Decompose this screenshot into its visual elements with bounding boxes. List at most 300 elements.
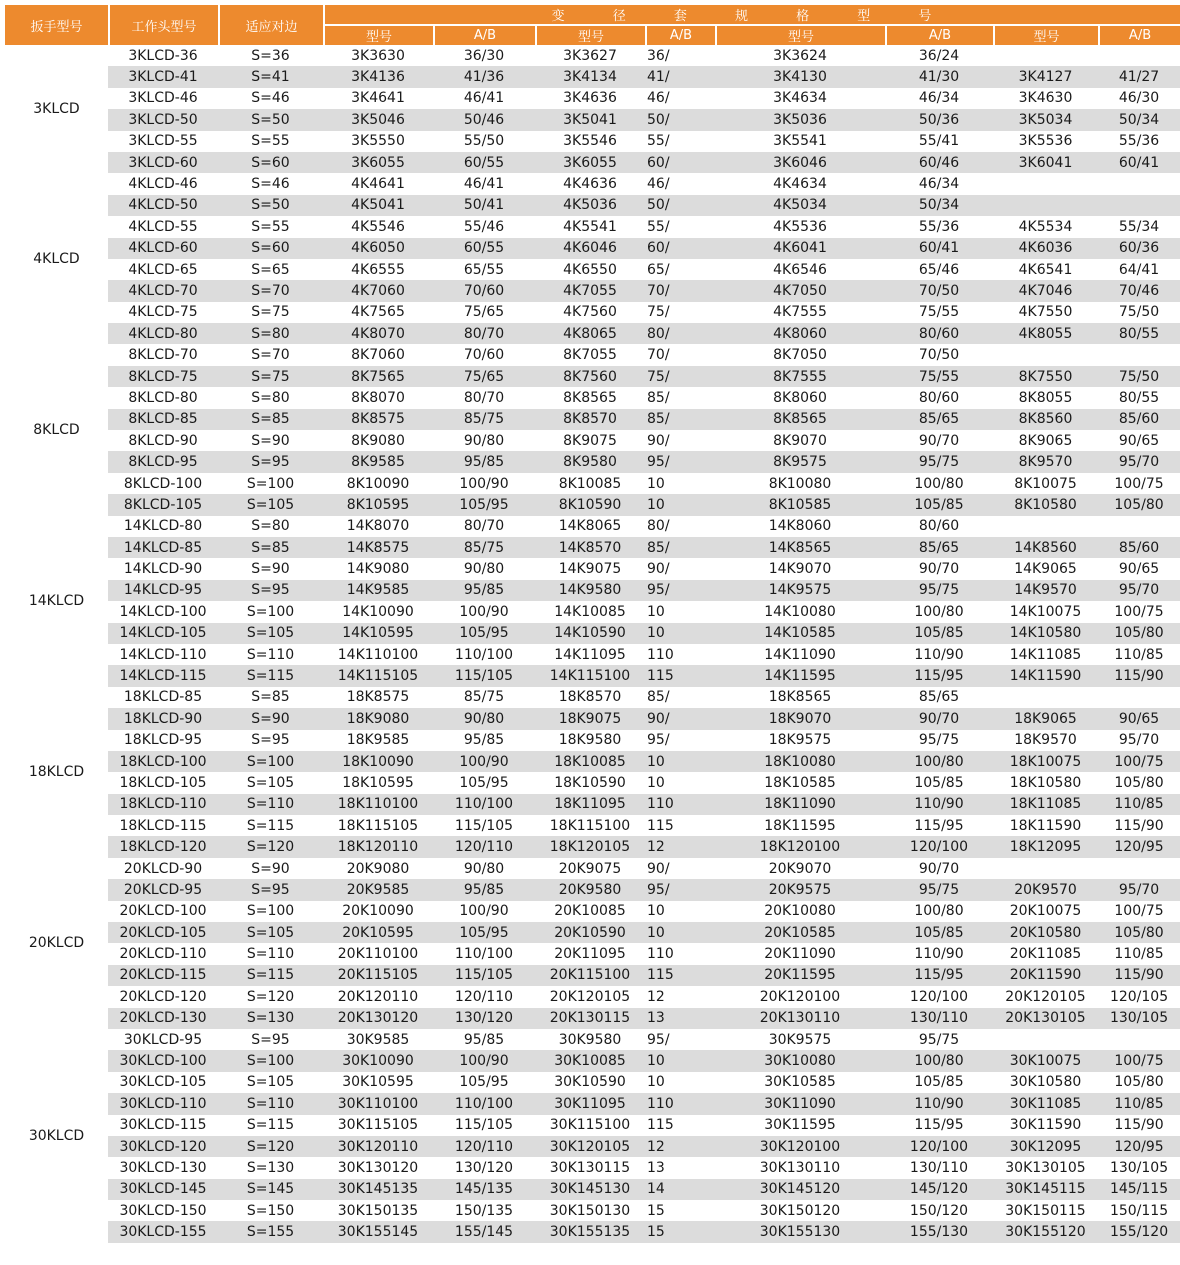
ab-2-cell: 60/	[645, 238, 715, 259]
ab-1-cell: 115/105	[433, 1115, 535, 1136]
ab-4-cell: 100/75	[1098, 1050, 1180, 1071]
header-ab-2: A/B	[645, 24, 715, 45]
model-3-cell: 30K9575	[715, 1029, 885, 1050]
ab-4-cell: 60/41	[1098, 152, 1180, 173]
head-model-cell: 18KLCD-110	[108, 794, 218, 815]
fit-flat-cell: S=80	[218, 323, 323, 344]
model-3-cell: 20K11090	[715, 943, 885, 964]
ab-4-cell: 41/27	[1098, 66, 1180, 87]
ab-4-cell: 55/34	[1098, 216, 1180, 237]
ab-1-cell: 115/105	[433, 815, 535, 836]
head-model-cell: 20KLCD-120	[108, 986, 218, 1007]
model-2-cell: 4K6046	[535, 238, 645, 259]
fit-flat-cell: S=105	[218, 772, 323, 793]
head-model-cell: 3KLCD-46	[108, 88, 218, 109]
ab-2-cell: 80/	[645, 323, 715, 344]
model-4-cell	[993, 858, 1098, 879]
model-3-cell: 4K5536	[715, 216, 885, 237]
ab-4-cell	[1098, 195, 1180, 216]
model-1-cell: 20K120110	[323, 986, 433, 1007]
ab-1-cell: 80/70	[433, 387, 535, 408]
wrench-model-cell: 20KLCD	[5, 858, 108, 1029]
ab-3-cell: 105/85	[885, 922, 993, 943]
ab-3-cell: 85/65	[885, 409, 993, 430]
fit-flat-cell: S=95	[218, 580, 323, 601]
fit-flat-cell: S=90	[218, 858, 323, 879]
ab-4-cell: 90/65	[1098, 430, 1180, 451]
fit-flat-cell: S=100	[218, 901, 323, 922]
header-ab-1: A/B	[433, 24, 535, 45]
model-1-cell: 18K10090	[323, 751, 433, 772]
ab-2-cell: 15	[645, 1221, 715, 1242]
table-row	[5, 88, 1180, 109]
model-2-cell: 20K11095	[535, 943, 645, 964]
fit-flat-cell: S=145	[218, 1179, 323, 1200]
ab-1-cell: 100/90	[433, 473, 535, 494]
table-row	[5, 580, 1180, 601]
model-4-cell	[993, 344, 1098, 365]
head-model-cell: 18KLCD-95	[108, 730, 218, 751]
header-model-1: 型号	[323, 24, 433, 45]
model-1-cell: 4K7060	[323, 280, 433, 301]
ab-1-cell: 70/60	[433, 344, 535, 365]
table-row	[5, 280, 1180, 301]
model-2-cell: 30K11095	[535, 1093, 645, 1114]
model-4-cell: 3K5536	[993, 131, 1098, 152]
model-4-cell: 30K150115	[993, 1200, 1098, 1221]
ab-3-cell: 46/34	[885, 173, 993, 194]
table-row	[5, 815, 1180, 836]
ab-1-cell: 110/100	[433, 1093, 535, 1114]
model-2-cell: 4K6550	[535, 259, 645, 280]
table-row	[5, 152, 1180, 173]
fit-flat-cell: S=95	[218, 451, 323, 472]
head-model-cell: 8KLCD-105	[108, 494, 218, 515]
ab-1-cell: 120/110	[433, 986, 535, 1007]
ab-3-cell: 70/50	[885, 280, 993, 301]
model-2-cell: 20K130115	[535, 1008, 645, 1029]
ab-1-cell: 110/100	[433, 644, 535, 665]
table-row	[5, 173, 1180, 194]
model-4-cell: 30K145115	[993, 1179, 1098, 1200]
header-ab-4: A/B	[1098, 24, 1180, 45]
table-row	[5, 516, 1180, 537]
ab-4-cell	[1098, 516, 1180, 537]
ab-4-cell: 100/75	[1098, 751, 1180, 772]
ab-3-cell: 105/85	[885, 772, 993, 793]
model-4-cell: 18K11590	[993, 815, 1098, 836]
model-4-cell: 14K10075	[993, 601, 1098, 622]
head-model-cell: 3KLCD-50	[108, 109, 218, 130]
ab-1-cell: 60/55	[433, 238, 535, 259]
model-4-cell: 14K9570	[993, 580, 1098, 601]
ab-3-cell: 95/75	[885, 879, 993, 900]
ab-1-cell: 85/75	[433, 687, 535, 708]
fit-flat-cell: S=70	[218, 280, 323, 301]
table-row	[5, 1200, 1180, 1221]
model-4-cell: 20K11085	[993, 943, 1098, 964]
ab-4-cell: 95/70	[1098, 730, 1180, 751]
head-model-cell: 30KLCD-145	[108, 1179, 218, 1200]
ab-4-cell: 75/50	[1098, 302, 1180, 323]
fit-flat-cell: S=90	[218, 430, 323, 451]
model-2-cell: 14K10085	[535, 601, 645, 622]
model-2-cell: 14K9075	[535, 558, 645, 579]
model-2-cell: 14K9580	[535, 580, 645, 601]
ab-2-cell: 95/	[645, 451, 715, 472]
ab-3-cell: 55/41	[885, 131, 993, 152]
model-2-cell: 3K4134	[535, 66, 645, 87]
model-3-cell: 20K10080	[715, 901, 885, 922]
ab-4-cell: 115/90	[1098, 665, 1180, 686]
ab-4-cell: 115/90	[1098, 965, 1180, 986]
ab-4-cell	[1098, 45, 1180, 66]
ab-1-cell: 150/135	[433, 1200, 535, 1221]
ab-4-cell: 80/55	[1098, 387, 1180, 408]
model-2-cell: 8K7560	[535, 366, 645, 387]
ab-4-cell: 115/90	[1098, 1115, 1180, 1136]
ab-1-cell: 55/46	[433, 216, 535, 237]
fit-flat-cell: S=130	[218, 1157, 323, 1178]
table-row	[5, 1050, 1180, 1071]
model-2-cell: 4K7055	[535, 280, 645, 301]
head-model-cell: 14KLCD-110	[108, 644, 218, 665]
model-4-cell: 3K4127	[993, 66, 1098, 87]
model-4-cell: 4K8055	[993, 323, 1098, 344]
head-model-cell: 8KLCD-90	[108, 430, 218, 451]
ab-3-cell: 90/70	[885, 430, 993, 451]
model-2-cell: 20K10085	[535, 901, 645, 922]
model-3-cell: 4K6546	[715, 259, 885, 280]
ab-2-cell: 13	[645, 1157, 715, 1178]
ab-3-cell: 75/55	[885, 366, 993, 387]
fit-flat-cell: S=55	[218, 131, 323, 152]
ab-2-cell: 95/	[645, 1029, 715, 1050]
ab-3-cell: 60/41	[885, 238, 993, 259]
table-row	[5, 1136, 1180, 1157]
ab-2-cell: 10	[645, 1072, 715, 1093]
table-row	[5, 644, 1180, 665]
model-1-cell: 18K9080	[323, 708, 433, 729]
model-4-cell: 18K10580	[993, 772, 1098, 793]
head-model-cell: 20KLCD-130	[108, 1008, 218, 1029]
table-row	[5, 131, 1180, 152]
ab-3-cell: 95/75	[885, 451, 993, 472]
head-model-cell: 18KLCD-115	[108, 815, 218, 836]
head-model-cell: 8KLCD-80	[108, 387, 218, 408]
ab-1-cell: 100/90	[433, 601, 535, 622]
ab-4-cell: 90/65	[1098, 558, 1180, 579]
model-1-cell: 20K10595	[323, 922, 433, 943]
model-2-cell: 14K115100	[535, 665, 645, 686]
model-2-cell: 18K120105	[535, 836, 645, 857]
model-4-cell: 3K6041	[993, 152, 1098, 173]
model-3-cell: 30K150120	[715, 1200, 885, 1221]
ab-4-cell	[1098, 173, 1180, 194]
ab-3-cell: 115/95	[885, 965, 993, 986]
head-model-cell: 18KLCD-100	[108, 751, 218, 772]
fit-flat-cell: S=100	[218, 751, 323, 772]
model-4-cell: 14K11085	[993, 644, 1098, 665]
model-3-cell: 8K9575	[715, 451, 885, 472]
model-2-cell: 4K5036	[535, 195, 645, 216]
model-2-cell: 3K4636	[535, 88, 645, 109]
model-2-cell: 30K10590	[535, 1072, 645, 1093]
fit-flat-cell: S=105	[218, 494, 323, 515]
model-3-cell: 20K9575	[715, 879, 885, 900]
head-model-cell: 14KLCD-80	[108, 516, 218, 537]
ab-2-cell: 90/	[645, 558, 715, 579]
ab-4-cell: 150/115	[1098, 1200, 1180, 1221]
model-1-cell: 14K8070	[323, 516, 433, 537]
model-3-cell: 14K11090	[715, 644, 885, 665]
model-4-cell: 30K130105	[993, 1157, 1098, 1178]
ab-1-cell: 80/70	[433, 516, 535, 537]
model-2-cell: 8K10085	[535, 473, 645, 494]
model-2-cell: 30K10085	[535, 1050, 645, 1071]
head-model-cell: 3KLCD-36	[108, 45, 218, 66]
header-head-model: 工作头型号	[108, 5, 218, 45]
model-3-cell: 20K130110	[715, 1008, 885, 1029]
model-3-cell: 20K120100	[715, 986, 885, 1007]
ab-2-cell: 10	[645, 623, 715, 644]
model-1-cell: 4K7565	[323, 302, 433, 323]
fit-flat-cell: S=110	[218, 943, 323, 964]
head-model-cell: 20KLCD-100	[108, 901, 218, 922]
ab-4-cell: 115/90	[1098, 815, 1180, 836]
fit-flat-cell: S=120	[218, 986, 323, 1007]
ab-3-cell: 55/36	[885, 216, 993, 237]
table-row	[5, 387, 1180, 408]
ab-2-cell: 85/	[645, 687, 715, 708]
head-model-cell: 14KLCD-95	[108, 580, 218, 601]
fit-flat-cell: S=95	[218, 1029, 323, 1050]
model-3-cell: 14K9575	[715, 580, 885, 601]
model-4-cell: 4K5534	[993, 216, 1098, 237]
model-2-cell: 20K120105	[535, 986, 645, 1007]
ab-3-cell: 90/70	[885, 558, 993, 579]
ab-1-cell: 95/85	[433, 451, 535, 472]
ab-4-cell	[1098, 858, 1180, 879]
model-4-cell	[993, 173, 1098, 194]
ab-4-cell	[1098, 687, 1180, 708]
model-2-cell: 30K120105	[535, 1136, 645, 1157]
model-2-cell: 14K8570	[535, 537, 645, 558]
model-3-cell: 3K6046	[715, 152, 885, 173]
model-1-cell: 20K9585	[323, 879, 433, 900]
model-2-cell: 30K115100	[535, 1115, 645, 1136]
head-model-cell: 4KLCD-55	[108, 216, 218, 237]
ab-2-cell: 110	[645, 1093, 715, 1114]
model-1-cell: 18K8575	[323, 687, 433, 708]
ab-4-cell: 70/46	[1098, 280, 1180, 301]
table-row	[5, 879, 1180, 900]
ab-3-cell: 115/95	[885, 665, 993, 686]
model-2-cell: 14K8065	[535, 516, 645, 537]
ab-2-cell: 95/	[645, 879, 715, 900]
model-4-cell: 8K8055	[993, 387, 1098, 408]
model-3-cell: 30K130110	[715, 1157, 885, 1178]
ab-4-cell: 100/75	[1098, 473, 1180, 494]
ab-2-cell: 46/	[645, 88, 715, 109]
table-row	[5, 473, 1180, 494]
table-row	[5, 1115, 1180, 1136]
fit-flat-cell: S=80	[218, 516, 323, 537]
ab-1-cell: 145/135	[433, 1179, 535, 1200]
ab-2-cell: 75/	[645, 366, 715, 387]
model-3-cell: 20K9070	[715, 858, 885, 879]
model-4-cell: 4K6036	[993, 238, 1098, 259]
model-1-cell: 4K5546	[323, 216, 433, 237]
ab-3-cell: 36/24	[885, 45, 993, 66]
fit-flat-cell: S=70	[218, 344, 323, 365]
model-4-cell: 30K11590	[993, 1115, 1098, 1136]
head-model-cell: 8KLCD-75	[108, 366, 218, 387]
ab-3-cell: 100/80	[885, 601, 993, 622]
model-1-cell: 8K9585	[323, 451, 433, 472]
table-row	[5, 45, 1180, 66]
ab-1-cell: 100/90	[433, 1050, 535, 1071]
ab-3-cell: 80/60	[885, 323, 993, 344]
table-row	[5, 665, 1180, 686]
ab-3-cell: 50/34	[885, 195, 993, 216]
ab-4-cell: 120/95	[1098, 1136, 1180, 1157]
model-4-cell: 18K12095	[993, 836, 1098, 857]
fit-flat-cell: S=46	[218, 173, 323, 194]
model-4-cell: 14K10580	[993, 623, 1098, 644]
ab-1-cell: 100/90	[433, 751, 535, 772]
ab-2-cell: 13	[645, 1008, 715, 1029]
ab-3-cell: 130/110	[885, 1157, 993, 1178]
ab-4-cell: 130/105	[1098, 1008, 1180, 1029]
ab-4-cell: 120/95	[1098, 836, 1180, 857]
ab-4-cell	[1098, 344, 1180, 365]
ab-1-cell: 130/120	[433, 1157, 535, 1178]
ab-1-cell: 90/80	[433, 558, 535, 579]
model-1-cell: 8K9080	[323, 430, 433, 451]
ab-3-cell: 120/100	[885, 1136, 993, 1157]
fit-flat-cell: S=50	[218, 109, 323, 130]
table-row	[5, 238, 1180, 259]
table-row	[5, 943, 1180, 964]
model-4-cell	[993, 1029, 1098, 1050]
model-2-cell: 3K3627	[535, 45, 645, 66]
table-row	[5, 216, 1180, 237]
ab-2-cell: 14	[645, 1179, 715, 1200]
ab-1-cell: 85/75	[433, 537, 535, 558]
model-4-cell: 14K11590	[993, 665, 1098, 686]
ab-1-cell: 95/85	[433, 730, 535, 751]
fit-flat-cell: S=36	[218, 45, 323, 66]
model-1-cell: 8K10595	[323, 494, 433, 515]
header-ab-3: A/B	[885, 24, 993, 45]
wrench-model-cell: 30KLCD	[5, 1029, 108, 1243]
ab-3-cell: 50/36	[885, 109, 993, 130]
ab-1-cell: 130/120	[433, 1008, 535, 1029]
fit-flat-cell: S=90	[218, 558, 323, 579]
head-model-cell: 8KLCD-70	[108, 344, 218, 365]
head-model-cell: 18KLCD-120	[108, 836, 218, 857]
model-3-cell: 18K11090	[715, 794, 885, 815]
fit-flat-cell: S=80	[218, 387, 323, 408]
ab-3-cell: 95/75	[885, 1029, 993, 1050]
model-3-cell: 18K120100	[715, 836, 885, 857]
model-3-cell: 18K9070	[715, 708, 885, 729]
ab-1-cell: 110/100	[433, 794, 535, 815]
table-row	[5, 601, 1180, 622]
model-2-cell: 8K8570	[535, 409, 645, 430]
fit-flat-cell: S=110	[218, 644, 323, 665]
header-reducer-spec: 变 径 套 规 格 型 号	[323, 5, 1180, 24]
ab-4-cell: 50/34	[1098, 109, 1180, 130]
table-row	[5, 794, 1180, 815]
head-model-cell: 18KLCD-105	[108, 772, 218, 793]
model-4-cell: 30K10075	[993, 1050, 1098, 1071]
fit-flat-cell: S=100	[218, 601, 323, 622]
model-1-cell: 30K10090	[323, 1050, 433, 1071]
model-1-cell: 30K150135	[323, 1200, 433, 1221]
wrench-model-cell: 3KLCD	[5, 45, 108, 173]
ab-3-cell: 70/50	[885, 344, 993, 365]
table-body	[5, 45, 1180, 1243]
ab-1-cell: 155/145	[433, 1221, 535, 1242]
model-3-cell: 4K5034	[715, 195, 885, 216]
ab-1-cell: 105/95	[433, 772, 535, 793]
model-4-cell	[993, 45, 1098, 66]
ab-4-cell: 46/30	[1098, 88, 1180, 109]
fit-flat-cell: S=105	[218, 623, 323, 644]
fit-flat-cell: S=105	[218, 1072, 323, 1093]
table-row	[5, 965, 1180, 986]
model-1-cell: 4K5041	[323, 195, 433, 216]
ab-2-cell: 75/	[645, 302, 715, 323]
head-model-cell: 14KLCD-90	[108, 558, 218, 579]
model-1-cell: 14K8575	[323, 537, 433, 558]
ab-4-cell: 105/80	[1098, 1072, 1180, 1093]
ab-1-cell: 100/90	[433, 901, 535, 922]
ab-2-cell: 10	[645, 601, 715, 622]
ab-1-cell: 105/95	[433, 494, 535, 515]
fit-flat-cell: S=95	[218, 730, 323, 751]
model-4-cell: 14K8560	[993, 537, 1098, 558]
wrench-model-cell: 14KLCD	[5, 516, 108, 687]
model-1-cell: 30K10595	[323, 1072, 433, 1093]
model-1-cell: 8K7060	[323, 344, 433, 365]
model-2-cell: 3K5546	[535, 131, 645, 152]
model-1-cell: 30K120110	[323, 1136, 433, 1157]
ab-1-cell: 41/36	[433, 66, 535, 87]
ab-3-cell: 110/90	[885, 943, 993, 964]
table-row	[5, 772, 1180, 793]
ab-3-cell: 115/95	[885, 815, 993, 836]
ab-4-cell: 105/80	[1098, 494, 1180, 515]
model-3-cell: 14K10585	[715, 623, 885, 644]
head-model-cell: 8KLCD-100	[108, 473, 218, 494]
model-1-cell: 20K10090	[323, 901, 433, 922]
ab-2-cell: 115	[645, 815, 715, 836]
model-2-cell: 8K8565	[535, 387, 645, 408]
wrench-model-cell: 8KLCD	[5, 344, 108, 515]
ab-4-cell: 105/80	[1098, 772, 1180, 793]
fit-flat-cell: S=75	[218, 366, 323, 387]
model-2-cell: 30K130115	[535, 1157, 645, 1178]
model-4-cell: 18K10075	[993, 751, 1098, 772]
ab-2-cell: 85/	[645, 387, 715, 408]
ab-4-cell: 110/85	[1098, 1093, 1180, 1114]
table-row	[5, 1221, 1180, 1242]
table-row	[5, 537, 1180, 558]
header-row-main	[5, 5, 1180, 24]
